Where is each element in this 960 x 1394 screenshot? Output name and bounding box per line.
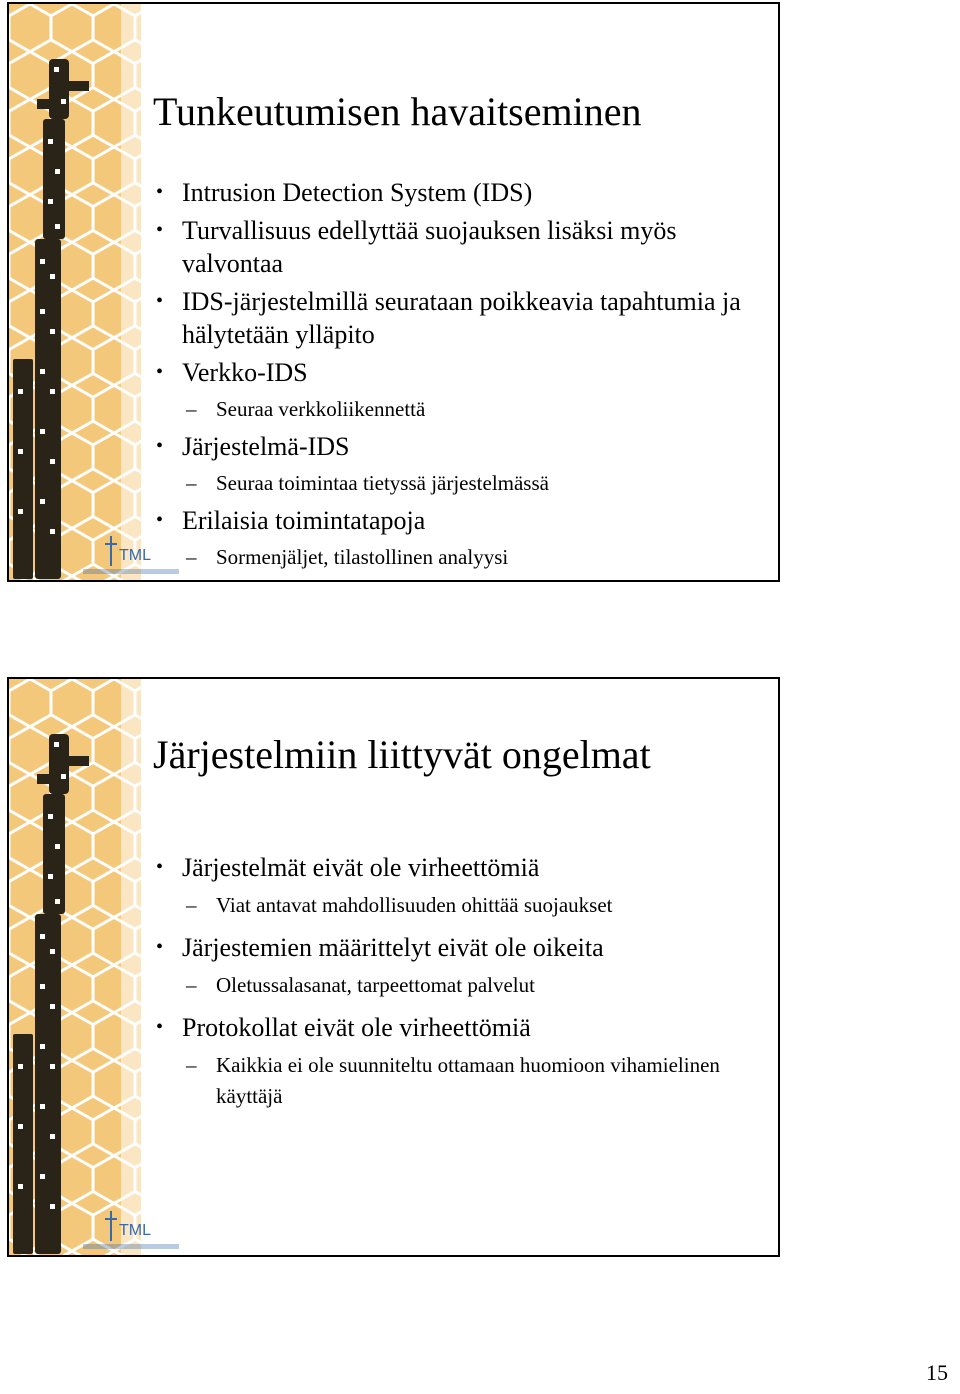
giraffe-figure — [9, 734, 99, 1254]
slide-title: Järjestelmiin liittyvät ongelmat — [153, 732, 651, 777]
logo-text: TML — [119, 1222, 151, 1239]
tml-logo-icon — [81, 1207, 181, 1251]
bullet-item: • Järjestelmät eivät ole virheettömiä — [153, 851, 763, 884]
bullet-item: • Erilaisia toimintatapoja — [153, 504, 763, 537]
page-number: 15 — [926, 1360, 948, 1385]
giraffe-figure — [9, 59, 99, 579]
sub-bullet-item: – Kaikkia ei ole suunniteltu ottamaan huomioon vihamielinen käyttäjä — [153, 1050, 763, 1112]
slide-1 — [7, 2, 780, 582]
slide-2 — [7, 677, 780, 1257]
bullet-item: • Järjestemien määrittelyt eivät ole oikeita — [153, 931, 763, 964]
sub-bullet-item: – Viat antavat mahdollisuuden ohittää suojaukset — [153, 890, 763, 921]
bullet-item: • Protokollat eivät ole virheettömiä — [153, 1011, 763, 1044]
bullet-list — [153, 851, 763, 1122]
sub-bullet-item: – Seuraa verkkoliikennettä — [153, 394, 763, 425]
slide-title: Tunkeutumisen havaitseminen — [153, 89, 642, 134]
bullet-item: • IDS-järjestelmillä seurataan poikkeavia tapahtumia ja hälytetään ylläpito — [153, 285, 763, 351]
sub-bullet-item: – Sormenjäljet, tilastollinen analyysi — [153, 542, 763, 573]
sub-bullet-item: – Oletussalasanat, tarpeettomat palvelut — [153, 970, 763, 1001]
bullet-item: • Turvallisuus edellyttää suojauksen lisäksi myös valvontaa — [153, 214, 763, 280]
bullet-item: • Verkko-IDS — [153, 356, 763, 389]
sub-bullet-item: – Seuraa toimintaa tietyssä järjestelmässä — [153, 468, 763, 499]
bullet-item: • Järjestelmä-IDS — [153, 430, 763, 463]
bullet-list — [153, 176, 763, 578]
logo-text: TML — [119, 547, 151, 564]
bullet-item: • Intrusion Detection System (IDS) — [153, 176, 763, 209]
